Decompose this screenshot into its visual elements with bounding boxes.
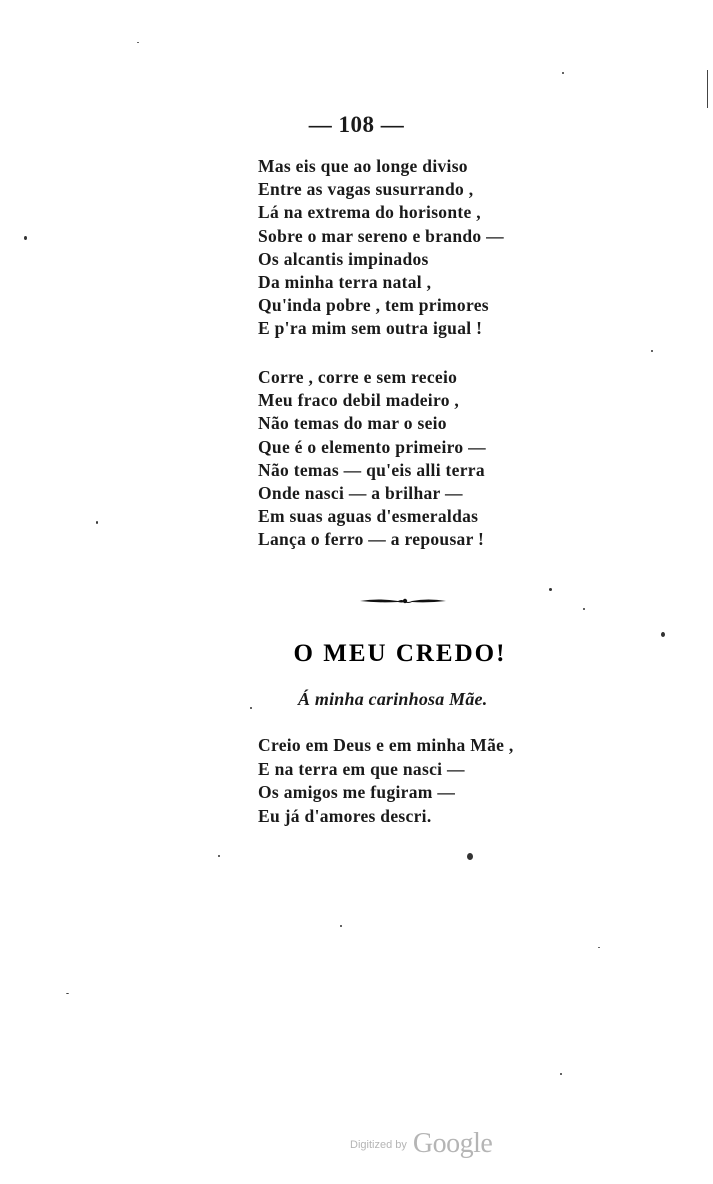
poem-title: O MEU CREDO!	[293, 640, 507, 667]
scan-speck	[583, 608, 585, 610]
verse-line: E na terra em que nasci —	[258, 758, 465, 779]
verse-line: Creio em Deus e em minha Mãe ,	[258, 735, 514, 755]
verse-line: Que é o elemento primeiro —	[258, 436, 486, 457]
verse-line: Entre as vagas susurrando ,	[258, 179, 474, 200]
verse-line: Em suas aguas d'esmeraldas	[258, 506, 479, 527]
verse-line: E p'ra mim sem outra igual !	[258, 318, 483, 339]
digitized-by-google-watermark	[350, 1128, 492, 1160]
verse-line: Os alcantis impinados	[258, 248, 429, 269]
verse-line: Lá na extrema do horisonte ,	[258, 202, 481, 223]
section-divider-ornament-icon	[358, 597, 448, 605]
scan-speck	[560, 1073, 562, 1075]
scan-speck	[218, 855, 220, 857]
google-logo: Google	[412, 1128, 493, 1159]
scan-speck	[562, 72, 564, 74]
poem-dedication: Á minha carinhosa Mãe.	[298, 689, 488, 709]
verse-line: Corre , corre e sem receio	[258, 367, 458, 387]
verse-line: Meu fraco debil madeiro ,	[258, 390, 460, 411]
verse-line: Não temas do mar o seio	[258, 413, 447, 434]
scan-speck	[661, 632, 665, 637]
page-number: — 108 —	[308, 112, 405, 137]
scan-speck	[549, 588, 552, 591]
verse-line: Não temas — qu'eis alli terra	[258, 459, 485, 480]
watermark-digitized-label: Digitized by	[350, 1139, 407, 1151]
scan-speck	[340, 925, 342, 927]
verse-line: Sobre o mar sereno e brando —	[258, 225, 504, 246]
stanza-3	[258, 734, 514, 828]
verse-line: Os amigos me fugiram —	[258, 782, 456, 803]
stanza-2	[258, 366, 486, 552]
scan-speck	[24, 236, 27, 240]
scan-speck	[250, 707, 252, 709]
verse-line: Da minha terra natal ,	[258, 272, 432, 293]
scan-speck	[598, 947, 600, 948]
scan-speck	[137, 42, 139, 43]
verse-line: Eu já d'amores descri.	[258, 805, 432, 826]
verse-line: Mas eis que ao longe diviso	[258, 156, 468, 176]
page-edge-mark	[707, 70, 708, 108]
scan-speck	[96, 521, 98, 524]
verse-line: Onde nasci — a brilhar —	[258, 483, 463, 504]
scan-speck	[467, 853, 473, 860]
verse-line: Qu'inda pobre , tem primores	[258, 295, 489, 316]
verse-line: Lança o ferro — a repousar !	[258, 529, 485, 550]
scan-speck	[651, 350, 653, 352]
scan-speck	[66, 993, 69, 994]
stanza-1	[258, 155, 504, 341]
